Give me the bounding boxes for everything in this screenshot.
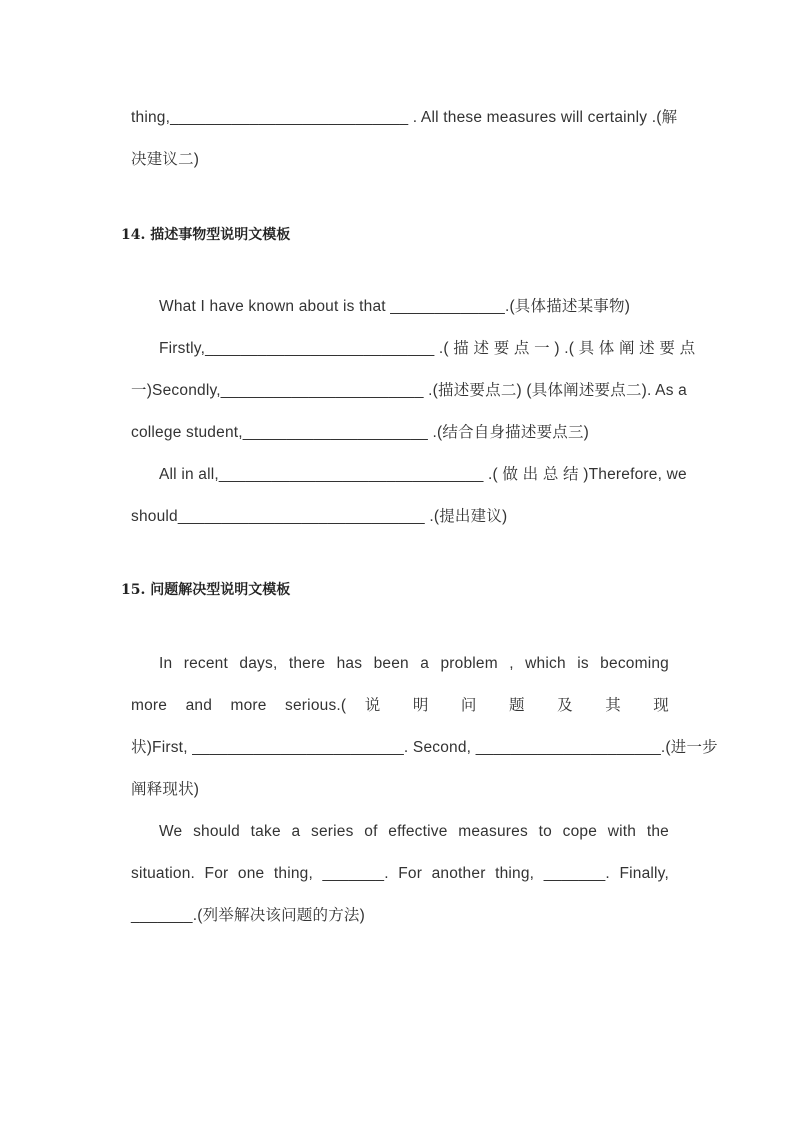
section-14-heading: 14. 描述事物型说明文模板: [121, 227, 291, 243]
intro-line-2: 决建议二): [131, 151, 200, 168]
section-14-line-4: college student,_____________________ .(结合自身描述要点三): [131, 424, 590, 441]
intro-line-1: thing,___________________________ . All these measures will certainly .(解: [131, 109, 678, 126]
section-14-line-5: All in all,______________________________ .( 做 出 总 结 )Therefore, we: [159, 466, 687, 483]
section-15-line-3: 状)First, ________________________. Second, _____________________.(进一步: [131, 739, 718, 756]
section-14-line-2: Firstly,__________________________ .( 描 述 要 点 一 ) .( 具 体 阐 述 要 点: [159, 340, 696, 357]
section-15-line-1: In recent days, there has been a problem , which is becoming: [159, 655, 669, 672]
section-15-line-2: more and more serious.( 说 明 问 题 及 其 现: [131, 697, 669, 714]
section-15-line-7: _______.(列举解决该问题的方法): [131, 907, 365, 924]
section-15-heading: 15. 问题解决型说明文模板: [121, 582, 291, 598]
section-15-line-5: We should take a series of effective measures to cope with the: [159, 823, 669, 840]
section-15-line-4: 阐释现状): [131, 781, 200, 798]
section-14-line-3: 一)Secondly,_______________________ .(描述要点二) (具体阐述要点二). As a: [131, 382, 687, 399]
section-15-line-6: situation. For one thing, _______. For another thing, _______. Finally,: [131, 865, 669, 882]
section-14-line-1: What I have known about is that _____________.(具体描述某事物): [159, 298, 631, 315]
section-14-line-6: should____________________________ .(提出建议): [131, 508, 508, 525]
